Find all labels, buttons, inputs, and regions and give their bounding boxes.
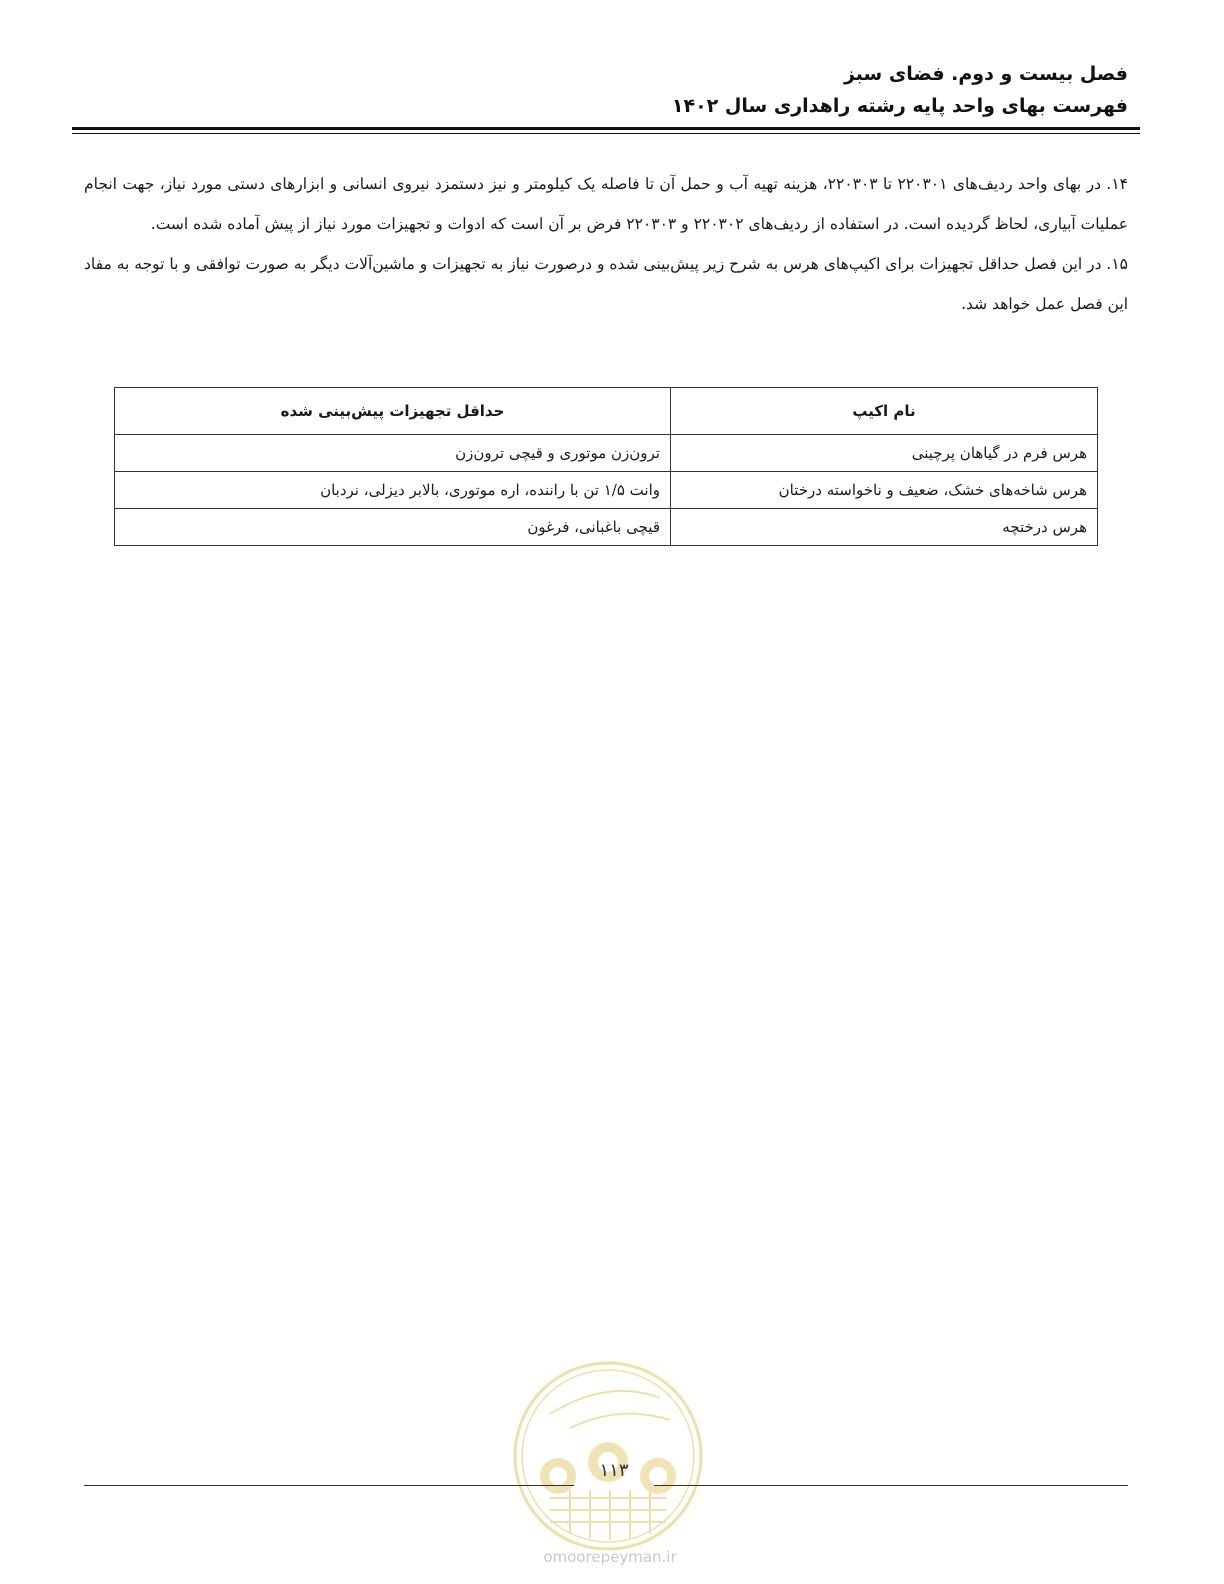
document-title: فهرست بهای واحد پایه رشته راهداری سال ۱۴۰۲: [671, 95, 1128, 117]
paragraph-14: ۱۴. در بهای واحد ردیف‌های ۲۲۰۳۰۱ تا ۲۲۰۳۰۳، هزینه تهیه آب و حمل آن تا فاصله یک کیلومتر و نیز دستمزد نیروی انسانی و ابزارهای دستی مورد نیاز، جهت انجام عملیات آبیاری، لحاظ گردیده است. در استفاده از ردیف‌های ۲۲۰۳۰۲ و ۲۲۰۳۰۳ فرض بر آن است که ادوات و تجهیزات مورد نیاز از پیش آماده شده است.: [84, 175, 1128, 233]
header-rule-thick: [72, 127, 1140, 130]
cell-team-name: هرس فرم در گیاهان پرچینی: [671, 435, 1098, 472]
body-text: [84, 164, 1128, 324]
cell-team-name: هرس درختچه: [671, 509, 1098, 546]
footer-rule-right: [654, 1485, 1128, 1486]
table-row: [115, 435, 1098, 472]
header-team-name: نام اکیپ: [671, 388, 1098, 435]
header-rule-thin: [72, 133, 1140, 134]
table-header-row: [115, 388, 1098, 435]
header-min-equipment: حداقل تجهیزات پیش‌بینی شده: [115, 388, 671, 435]
table-row: [115, 509, 1098, 546]
cell-team-name: هرس شاخه‌های خشک، ضعیف و ناخواسته درختان: [671, 472, 1098, 509]
cell-min-equipment: قیچی باغبانی، فرغون: [115, 509, 671, 546]
footer-rule-left: [84, 1485, 574, 1486]
paragraph-15: ۱۵. در این فصل حداقل تجهیزات برای اکیپ‌های هرس به شرح زیر پیش‌بینی شده و درصورت نیاز به تجهیزات و ماشین‌آلات دیگر به صورت توافقی و با توجه به مفاد این فصل عمل خواهد شد.: [84, 255, 1128, 313]
page-header: [88, 58, 1128, 122]
watermark-url: omoorepeyman.ir: [543, 1548, 677, 1566]
chapter-title: فصل بیست و دوم. فضای سبز: [843, 63, 1128, 85]
equipment-table-wrapper: [114, 387, 1098, 546]
cell-min-equipment: ترون‌زن موتوری و قیچی ترون‌زن: [115, 435, 671, 472]
seal-watermark-icon: [510, 1358, 706, 1554]
cell-min-equipment: وانت ۱/۵ تن با راننده، اره موتوری، بالابر دیزلی، نردبان: [115, 472, 671, 509]
equipment-table: [114, 387, 1098, 546]
table-row: [115, 472, 1098, 509]
page-number: ۱۱۳: [599, 1460, 629, 1481]
